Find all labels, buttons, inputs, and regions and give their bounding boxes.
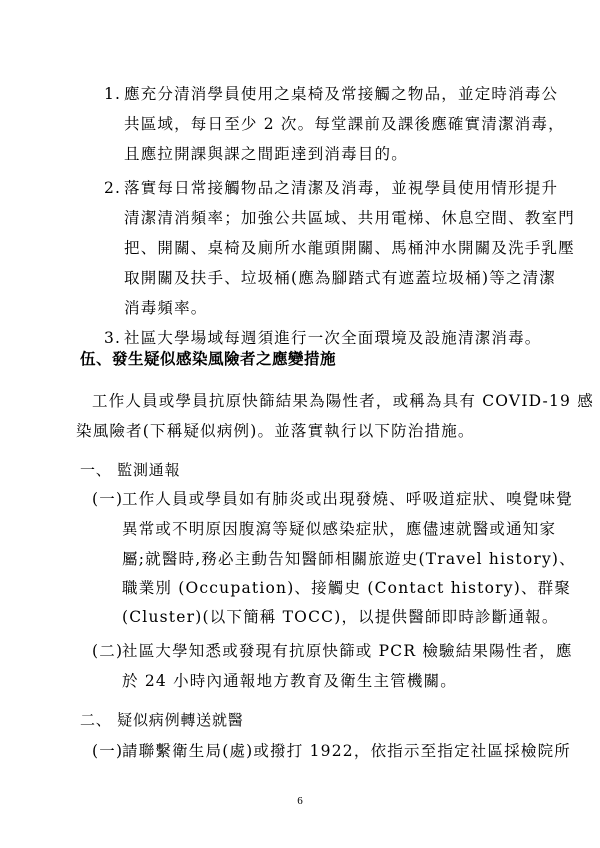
sub1-item-2-line-1: 社區大學知悉或發現有抗原快篩或 PCR 檢驗結果陽性者，應 [122,642,573,660]
subsection-1-heading: 一、 監測通報 [80,461,181,479]
list-item-1-line-1: 應充分清消學員使用之桌椅及常接觸之物品，並定時消毒公 [124,85,559,103]
list-item-1-number: 1. [104,85,122,103]
sub1-item-1-line-1: 工作人員或學員如有肺炎或出現發燒、呼吸道症狀、嗅覺味覺 [122,490,573,508]
sub1-item-1-line-3: 屬;就醫時,務必主動告知醫師相關旅遊史(Travel history)、 [122,550,576,568]
list-item-2-line-4: 取開關及扶手、垃圾桶(應為腳踏式有遮蓋垃圾桶)等之清潔 [124,269,556,287]
intro-line-2: 染風險者(下稱疑似病例)。並落實執行以下防治措施。 [76,422,475,440]
list-item-2-line-1: 落實每日常接觸物品之清潔及消毒，並視學員使用情形提升 [124,179,559,197]
sub1-item-1-line-2: 異常或不明原因腹瀉等疑似感染症狀，應儘速就醫或通知家 [122,520,557,538]
sub2-item-1-text: 請聯繫衛生局(處)或撥打 1922，依指示至指定社區採檢院所 [122,742,571,760]
list-item-3-number: 3. [104,329,122,347]
subsection-2-heading: 二、 疑似病例轉送就醫 [80,711,244,729]
list-item-2-line-3: 把、開關、桌椅及廁所水龍頭開關、馬桶沖水開關及洗手乳壓 [124,239,575,257]
sub2-item-1-number: (一) [92,742,124,760]
page-number: 6 [297,795,303,807]
list-item-1-line-2: 共區域，每日至少 2 次。每堂課前及課後應確實清潔消毒， [124,115,565,133]
list-item-2-line-5: 消毒頻率。 [124,299,208,317]
sub1-item-1-number: (一) [92,490,124,508]
list-item-2-line-2: 清潔清消頻率；加強公共區域、共用電梯、休息空間、教室門 [124,209,575,227]
list-item-3-text: 社區大學場域每週須進行一次全面環境及設施清潔消毒。 [124,329,542,347]
list-item-1-line-3: 且應拉開課與課之間距達到消毒目的。 [124,145,408,163]
sub1-item-2-line-2: 於 24 小時內通報地方教育及衛生主管機關。 [122,672,457,690]
sub1-item-2-number: (二) [92,642,124,660]
list-item-2-number: 2. [104,179,122,197]
sub1-item-1-line-5: (Cluster)(以下簡稱 TOCC)，以提供醫師即時診斷通報。 [122,608,559,626]
section-heading: 伍、發生疑似感染風險者之應變措施 [80,350,337,368]
intro-line-1: 工作人員或學員抗原快篩結果為陽性者，或稱為具有 COVID-19 感 [92,392,594,410]
sub1-item-1-line-4: 職業別 (Occupation)、接觸史 (Contact history)、群聚 [122,579,572,597]
